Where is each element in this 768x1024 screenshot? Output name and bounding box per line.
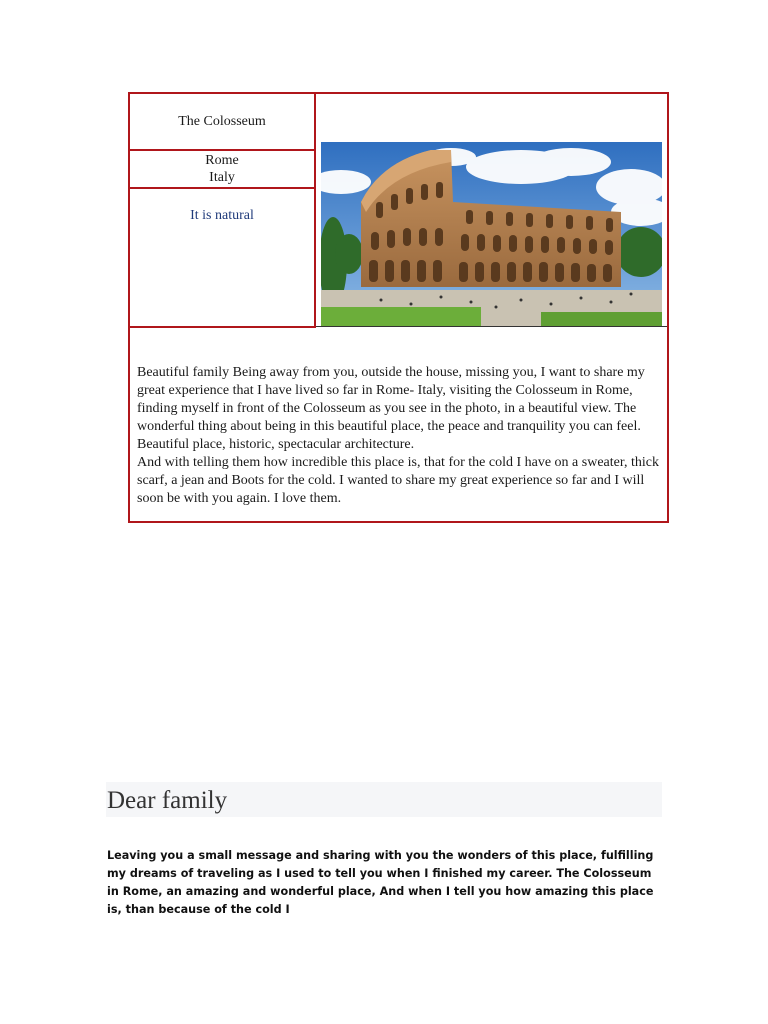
city-label: Rome (205, 153, 239, 168)
letter-body: Leaving you a small message and sharing with you the wonders of this place, fulfilling my dreams of traveling as I used to tell you when I finished my career. The Colosseum in Rome, an amazing and wonderful place, And when I tell you how amazing this place is, than because of the cold I (107, 849, 654, 916)
country-label: Italy (209, 170, 235, 185)
postcard-frame (128, 92, 669, 523)
letter-heading: Dear family (107, 787, 228, 814)
note-text: It is natural (190, 208, 254, 223)
note-cell (128, 187, 316, 328)
message-paragraph-1: Beautiful family Being away from you, outside the house, missing you, I want to share my great experience that I have lived so far in Rome- Italy, visiting the Colosseum in Rome, finding myself in front of the Colosseum as you see in the photo, in a beautiful view. The wonderful thing about being in this beautiful place, the peace and tranquility you can feel. Beautiful place, historic, spectacular architecture. (137, 365, 645, 452)
colosseum-illustration (321, 142, 662, 327)
message-paragraph-2: And with telling them how incredible this place is, that for the cold I have on a sweater, thick scarf, a jean and Boots for the cold. I wanted to share my great experience so far and I will soon be with you again. I love them. (137, 455, 659, 506)
postcard-title: The Colosseum (178, 114, 266, 129)
colosseum-photo (321, 142, 662, 327)
title-cell (128, 92, 316, 151)
location-cell (128, 149, 316, 189)
postcard-message (137, 364, 662, 508)
photo-divider (316, 326, 667, 327)
